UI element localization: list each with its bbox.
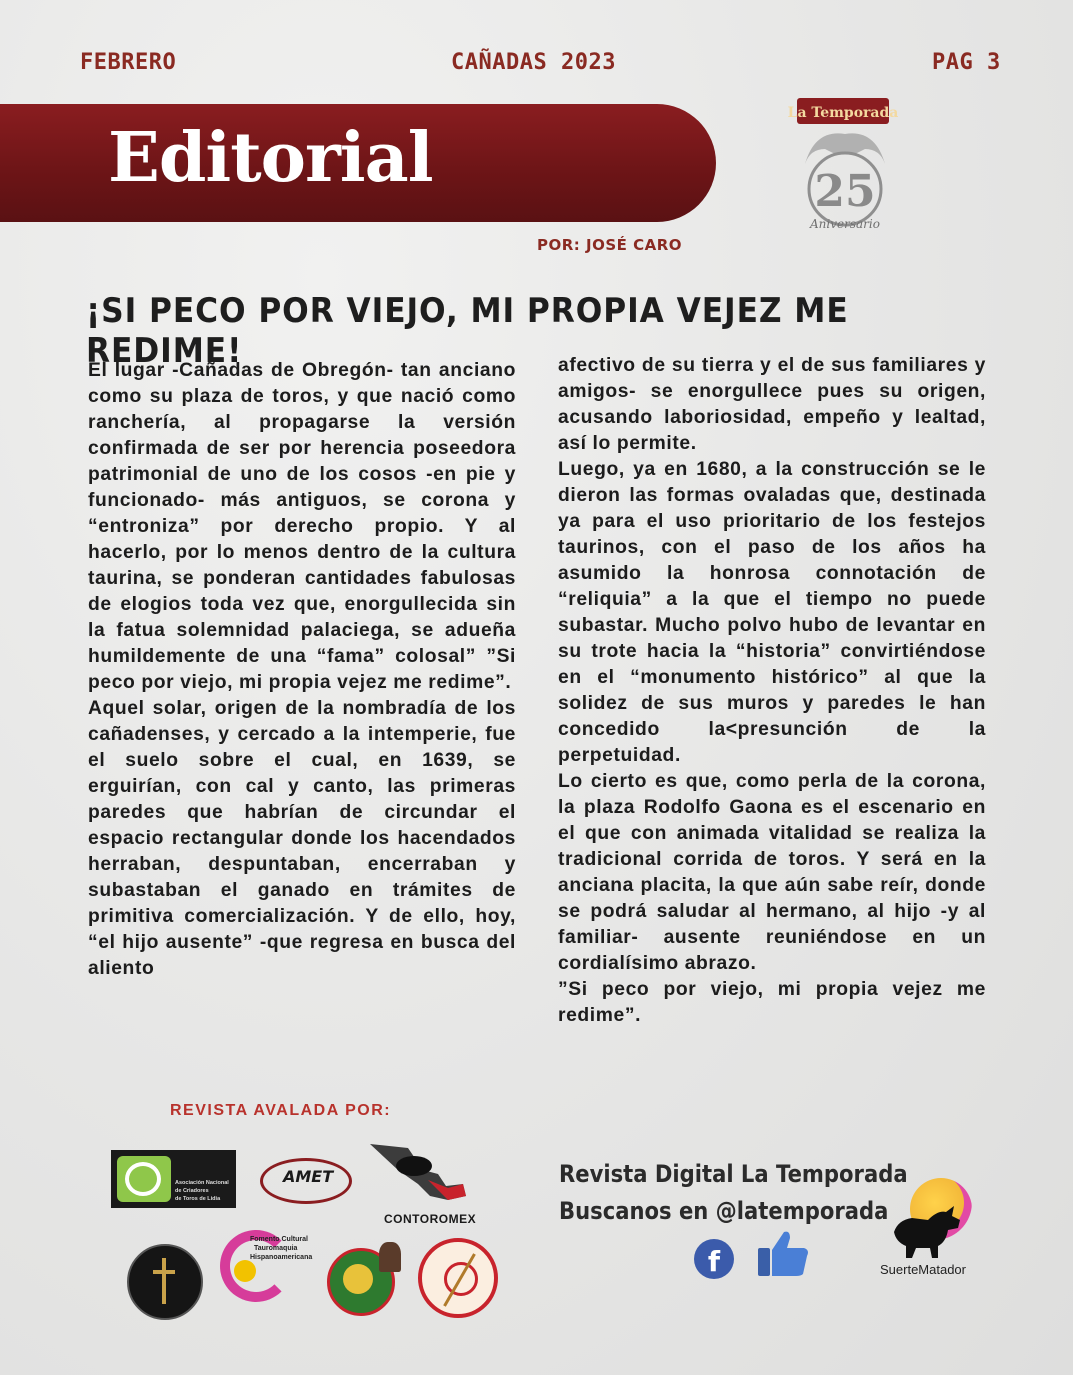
- anc-text-2: de Criadores: [175, 1188, 209, 1194]
- facebook-icon[interactable]: f: [694, 1239, 734, 1279]
- paragraph: El lugar -Cañadas de Obregón- tan anciano como su plaza de toros, y que nació como ranchería, al propagarse la versión confirmada de ser por herencia poseedora patrimonial de uno de los cosos -en pie y funcionado- más antiguos, se corona y “entroniza” por derecho propio. Y al hacerlo, por lo menos dentro de la cultura taurina, se ponderan cantidades fabulosas de elogios toda vez que, enorgullecida sin la fatua solemnidad palaciega, se adueña humildemente de una “fama” colosal” ”Si peco por viejo, mi propia vejez me redime”.: [88, 360, 516, 693]
- page-number: PAG 3: [932, 50, 1001, 75]
- charro-crest: [313, 1242, 403, 1320]
- issue-title: CAÑADAS 2023: [451, 50, 616, 75]
- section-title: Editorial: [108, 118, 433, 198]
- cross-icon: [162, 1258, 166, 1304]
- anniversary-logo: [785, 94, 905, 234]
- association-seal: [127, 1244, 203, 1320]
- paragraph: ”Si peco por viejo, mi propia vejez me redime”.: [558, 979, 986, 1026]
- article-column-2: [558, 353, 986, 1029]
- suertematador-logo: [880, 1178, 976, 1278]
- suertematador-text: SuerteMatador: [880, 1262, 966, 1277]
- article-column-1: [88, 358, 516, 982]
- paragraph: Aquel solar, origen de la nombradía de los cañadenses, y cercado a la intemperie, fue el suelo sobre el cual, en 1639, se erguirían, con cal y canto, las primeras paredes que habrían de circundar el espacio rectangular donde los hacendados herraban, despuntaban, encerraban y subastaban el ganado en trámites de primitiva comercialización. Y de ello, hoy, “el hijo ausente” -que regresa en busca del aliento: [88, 698, 516, 979]
- logo-number: 25: [814, 166, 876, 217]
- thumbs-up-icon[interactable]: [756, 1228, 810, 1278]
- promo-line-1: Revista Digital La Temporada: [559, 1160, 908, 1188]
- anc-text-1: Asociación Nacional: [175, 1180, 229, 1186]
- logo-caption: Aniversario: [810, 217, 880, 231]
- endorsed-label: REVISTA AVALADA POR:: [170, 1102, 392, 1119]
- issue-month: FEBRERO: [80, 50, 177, 75]
- horse-icon: [379, 1242, 401, 1272]
- mexico-bull-icon: [368, 1140, 468, 1210]
- paragraph: Luego, ya en 1680, a la construcción se le dieron las formas ovaladas que, destinada ya para el uso prioritario de los festejos taurinos, con el paso de los años ha asumido la honrosa connotación de “reliquia” a la que el tiempo no puede subastar. Mucho polvo hubo de levantar en su trote hacia la “historia” convirtiéndose en el “monumento histórico” al que la solidez de sus muros y paredes le han concedido la<presunción de la perpetuidad.: [558, 459, 986, 766]
- byline: POR: JOSÉ CARO: [537, 236, 683, 254]
- paragraph: afectivo de su tierra y el de sus familiares y amigos- se enorgullece pues su origen, acusando laboriosidad, empeño y lealtad, así lo permite.: [558, 355, 986, 454]
- anc-logo: [111, 1150, 236, 1208]
- paragraph: Lo cierto es que, como perla de la corona, la plaza Rodolfo Gaona es el escenario en el que con animada vitalidad se realiza la tradicional corrida de toros. Y será en la anciana placita, la que aún sabe reír, donde se podrá saludar al hermano, al hijo -y al familiar- ausente reuniéndose en un cordialísimo abrazo.: [558, 771, 986, 974]
- bull-icon: [888, 1202, 968, 1262]
- amet-text: AMET: [283, 1167, 334, 1186]
- logo-brand: La Temporada: [787, 105, 899, 121]
- article-headline: ¡SI PECO POR VIEJO, MI PROPIA VEJEZ ME REDIME!: [86, 291, 849, 371]
- fomento-text-2: Tauromaquia: [254, 1245, 298, 1252]
- amet-logo: [260, 1158, 352, 1204]
- contoromex-text: CONTOROMEX: [384, 1212, 477, 1226]
- contoromex-logo: [368, 1140, 477, 1230]
- fomento-text-1: Fomento Cultural: [250, 1236, 308, 1243]
- fomento-logo: [220, 1230, 313, 1310]
- fomento-text-3: Hispanoamericana: [250, 1254, 313, 1261]
- matadores-seal: [418, 1238, 498, 1318]
- anc-text-3: de Toros de Lidia: [175, 1196, 221, 1202]
- promo-line-2: Buscanos en @latemporada: [559, 1197, 889, 1225]
